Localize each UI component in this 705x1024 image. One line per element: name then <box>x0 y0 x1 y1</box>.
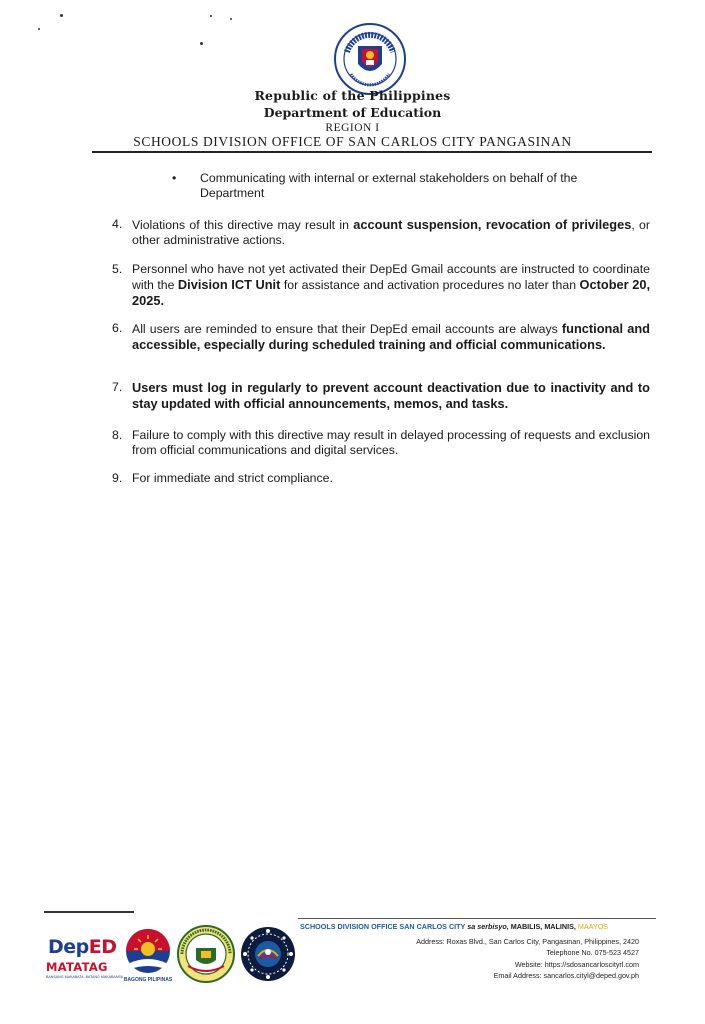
region-heading: REGION I <box>325 122 380 134</box>
item-number: 4. <box>112 217 123 231</box>
footer-contact <box>416 936 639 981</box>
department-heading: Department of Education <box>263 105 442 120</box>
item-number: 9. <box>112 471 123 485</box>
matatag-slogan: BANSANG MAKABATA, BATANG MAKABANSA <box>46 975 124 979</box>
item-text: Users must log in regularly to prevent account deactivation due to inactivity and to stay updated with official announcements, memos, and tasks. <box>132 380 650 411</box>
office-heading: SCHOOLS DIVISION OFFICE OF SAN CARLOS CITY PANGASINAN <box>133 134 572 149</box>
item-number: 5. <box>112 262 123 276</box>
deped-seal-icon <box>333 22 407 96</box>
matatag-wordmark: MATATAG <box>46 960 108 974</box>
footer-telephone: Telephone No. 075-523 4527 <box>546 948 639 958</box>
deped-matatag-logo <box>42 930 124 986</box>
list-item <box>172 171 642 201</box>
directive-item-9 <box>112 471 650 486</box>
item-text: Failure to comply with this directive may result in delayed processing of requests and exclusion from official communications and digital services. <box>132 428 650 457</box>
deped-wordmark: DepED <box>48 936 117 958</box>
item-text: All users are reminded to ensure that their DepEd email accounts are always functional and accessible, especially during scheduled training and official communications. <box>132 321 650 352</box>
bagong-pilipinas-icon <box>118 925 178 977</box>
footer-divider-left <box>44 911 134 913</box>
header-divider <box>92 151 652 153</box>
scan-speck <box>60 14 63 17</box>
directive-item-7 <box>112 380 650 412</box>
item-number: 8. <box>112 428 123 442</box>
bagong-pilipinas-logo <box>118 925 178 987</box>
scan-speck <box>210 15 212 17</box>
footer-email[interactable]: Email Address: sancarlos.cityl@deped.gov.ph <box>493 970 639 980</box>
bagong-pilipinas-label: BAGONG PILIPINAS <box>123 977 173 983</box>
republic-heading: Republic of the Philippines <box>254 88 451 103</box>
directive-item-6 <box>112 321 650 353</box>
item-number: 7. <box>112 380 123 394</box>
directive-item-4 <box>112 217 650 248</box>
directive-item-5 <box>112 262 650 309</box>
item-text: Violations of this directive may result in account suspension, revocation of privileges, or other administrative actions. <box>132 217 650 247</box>
footer-divider-right <box>298 918 656 919</box>
footer-website[interactable]: Website: https://sdosancarloscityrl.com <box>514 959 639 969</box>
directive-item-8 <box>112 428 650 458</box>
item-text: Personnel who have not yet activated their DepEd Gmail accounts are instructed to coordinate with the Division ICT Unit for assistance and activation procedures no later than October 20, 2025. <box>132 262 651 308</box>
item-text: For immediate and strict compliance. <box>132 471 333 485</box>
bullet-dot: • <box>172 171 177 185</box>
ict-unit-logo-icon <box>240 926 296 982</box>
footer-address: Address: Roxas Blvd., San Carlos City, Pangasinan, Philippines, 2420 <box>416 937 639 946</box>
scan-speck <box>38 28 40 30</box>
sdo-san-carlos-seal-icon <box>176 924 236 984</box>
scan-speck <box>230 18 232 20</box>
bullet-text: Communicating with internal or external stakeholders on behalf of the Department <box>200 171 578 200</box>
scan-speck <box>200 42 203 45</box>
item-number: 6. <box>112 321 123 335</box>
footer-tagline: SCHOOLS DIVISION OFFICE SAN CARLOS CITY sa serbisyo, MABILIS, MALINIS, MAAYOS <box>300 922 609 931</box>
